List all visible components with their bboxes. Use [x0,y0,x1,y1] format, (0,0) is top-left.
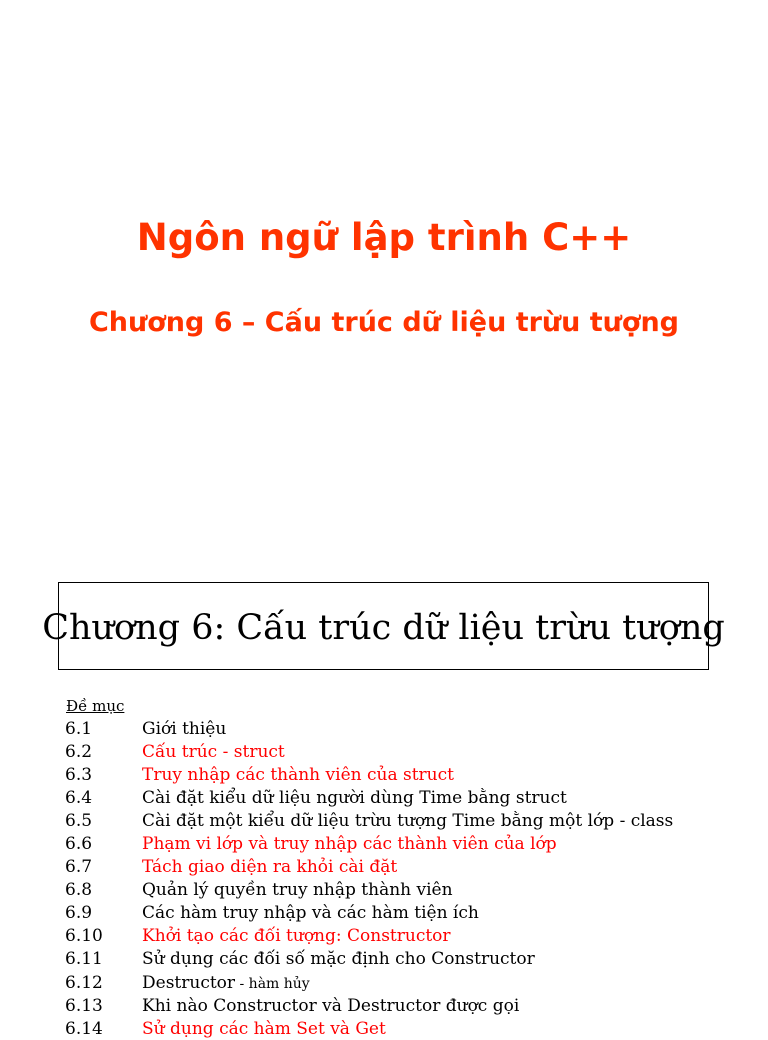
toc-item-title-text: Phạm vi lớp và truy nhập các thành viên của lớp [142,834,557,855]
toc-item [65,740,673,763]
toc-item-number: 6.3 [65,764,93,785]
chapter-title: Chương 6: Cấu trúc dữ liệu trừu tượng [42,608,725,648]
toc-item-number: 6.6 [65,834,93,855]
toc-item-number: 6.4 [65,787,93,808]
toc-item-number: 6.1 [65,718,93,739]
toc-item-title-text: Quản lý quyền truy nhập thành viên [142,880,453,901]
toc-heading: Đề mục [66,697,125,715]
toc-item-title-text: Sử dụng các đối số mặc định cho Constructor [142,949,535,970]
toc-item-title [142,949,535,969]
toc-item [65,879,673,902]
toc-item-title-text: Giới thiệu [142,718,227,739]
toc-item [65,902,673,925]
toc-item [65,786,673,809]
toc-item [65,763,673,786]
toc-item [65,809,673,832]
toc-item [65,925,673,948]
toc-item-title [142,880,453,900]
toc-item-title-text: Các hàm truy nhập và các hàm tiện ích [142,903,479,924]
toc-item-title [142,834,557,854]
toc-item-number: 6.14 [65,1018,103,1039]
toc-item-title [142,788,567,808]
toc-item-title-text: Cấu trúc - struct [142,741,285,762]
toc-item-title [142,973,310,993]
toc-item-title [142,1019,386,1039]
toc-item-title [142,996,519,1016]
toc-item-title-text: Tách giao diện ra khỏi cài đặt [142,857,398,878]
toc-item-title-text: Sử dụng các hàm Set và Get [142,1018,386,1039]
toc-item-title-text: Destructor [142,972,236,993]
toc-item-number: 6.5 [65,810,93,831]
toc-item-number: 6.11 [65,949,103,970]
toc-item [65,971,673,994]
toc-item-number: 6.7 [65,857,93,878]
toc-item-number: 6.12 [65,972,103,993]
toc-item-number: 6.8 [65,880,93,901]
toc-item-title-text: Cài đặt kiểu dữ liệu người dùng Time bằng struct [142,787,567,808]
slide-title: Ngôn ngữ lập trình C++ [136,216,632,259]
toc-item-number: 6.2 [65,741,93,762]
toc-item-title [142,742,285,762]
slide-subtitle: Chương 6 – Cấu trúc dữ liệu trừu tượng [88,307,680,338]
toc-item-title-text: Khởi tạo các đối tượng: Constructor [142,926,451,947]
toc-item-number: 6.10 [65,926,103,947]
toc-item [65,717,673,740]
toc-item-title-text: Truy nhập các thành viên của struct [142,764,454,785]
toc-item-title [142,765,454,785]
toc-item-title [142,926,451,946]
toc-item [65,1017,673,1040]
table-of-contents [65,717,673,1040]
toc-item-number: 6.9 [65,903,93,924]
toc-item-title-text: Khi nào Constructor và Destructor được gọi [142,995,520,1016]
toc-item-number: 6.13 [65,995,103,1016]
toc-item-title [142,719,226,739]
toc-item-title [142,903,479,923]
toc-item-title [142,857,397,877]
toc-item-title-text: Cài đặt một kiểu dữ liệu trừu tượng Time bằng một lớp - class [142,810,674,831]
chapter-title-box [42,582,725,670]
toc-item [65,856,673,879]
toc-item [65,948,673,971]
toc-item-note: - hàm hủy [235,975,310,992]
toc-item [65,832,673,855]
toc-item-title [142,811,673,831]
toc-item [65,994,673,1017]
